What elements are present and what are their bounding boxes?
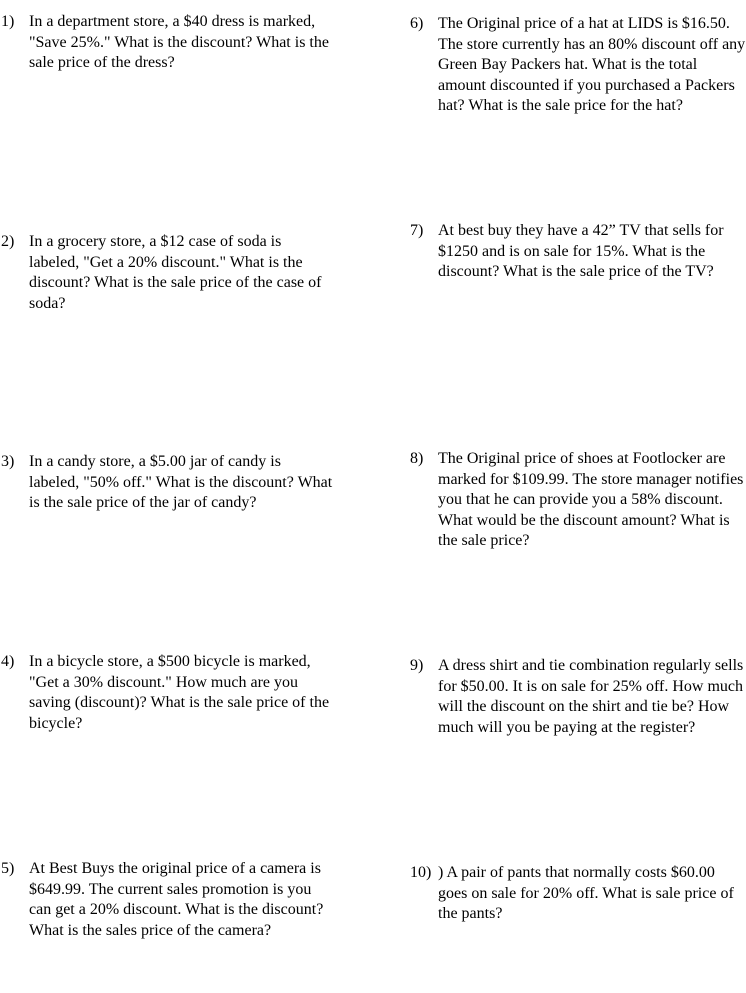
- problem-number: 10): [410, 864, 432, 881]
- problem-text: At best buy they have a 42” TV that sells for $1250 and is on sale for 15%. What is the discount? What is the sale price of the TV?: [438, 222, 724, 281]
- problem-text: The Original price of a hat at LIDS is $16.50. The store currently has an 80% discount off any Green Bay Packers hat. What is the total amount discounted if you purchased a Packers hat? What is the sale price for the hat?: [438, 15, 746, 115]
- problem-number: 9): [410, 657, 424, 674]
- problem-number: 8): [410, 450, 424, 467]
- problem-number: 1): [1, 13, 15, 30]
- problem-text: At Best Buys the original price of a camera is $649.99. The current sales promotion is you can get a 20% discount. What is the discount? What is the sales price of the camera?: [29, 860, 324, 939]
- problem-number: 5): [1, 860, 15, 877]
- problem-text: The Original price of shoes at Footlocker are marked for $109.99. The store manager notifies you that he can provide you a 58% discount. What would be the discount amount? What is the sale price?: [438, 450, 744, 550]
- problem-text: In a department store, a $40 dress is marked, "Save 25%." What is the discount? What is the sale price of the dress?: [29, 13, 329, 72]
- problem-text: ) A pair of pants that normally costs $60.00 goes on sale for 20% off. What is sale price of the pants?: [438, 864, 734, 923]
- problem-text: In a grocery store, a $12 case of soda is labeled, "Get a 20% discount." What is the discount? What is the sale price of the case of soda?: [29, 233, 322, 312]
- problem-number: 7): [410, 222, 424, 239]
- problem-text: A dress shirt and tie combination regularly sells for $50.00. It is on sale for 25% off. How much will the discount on the shirt and tie be? How much will you be paying at the register?: [438, 657, 744, 736]
- problem-number: 6): [410, 15, 424, 32]
- problem-text: In a bicycle store, a $500 bicycle is marked, "Get a 30% discount." How much are you saving (discount)? What is the sale price of the bicycle?: [29, 653, 330, 732]
- problem-number: 4): [1, 653, 15, 670]
- problem-number: 2): [1, 233, 15, 250]
- problem-number: 3): [1, 453, 15, 470]
- problem-text: In a candy store, a $5.00 jar of candy is labeled, "50% off." What is the discount? What is the sale price of the jar of candy?: [29, 453, 333, 512]
